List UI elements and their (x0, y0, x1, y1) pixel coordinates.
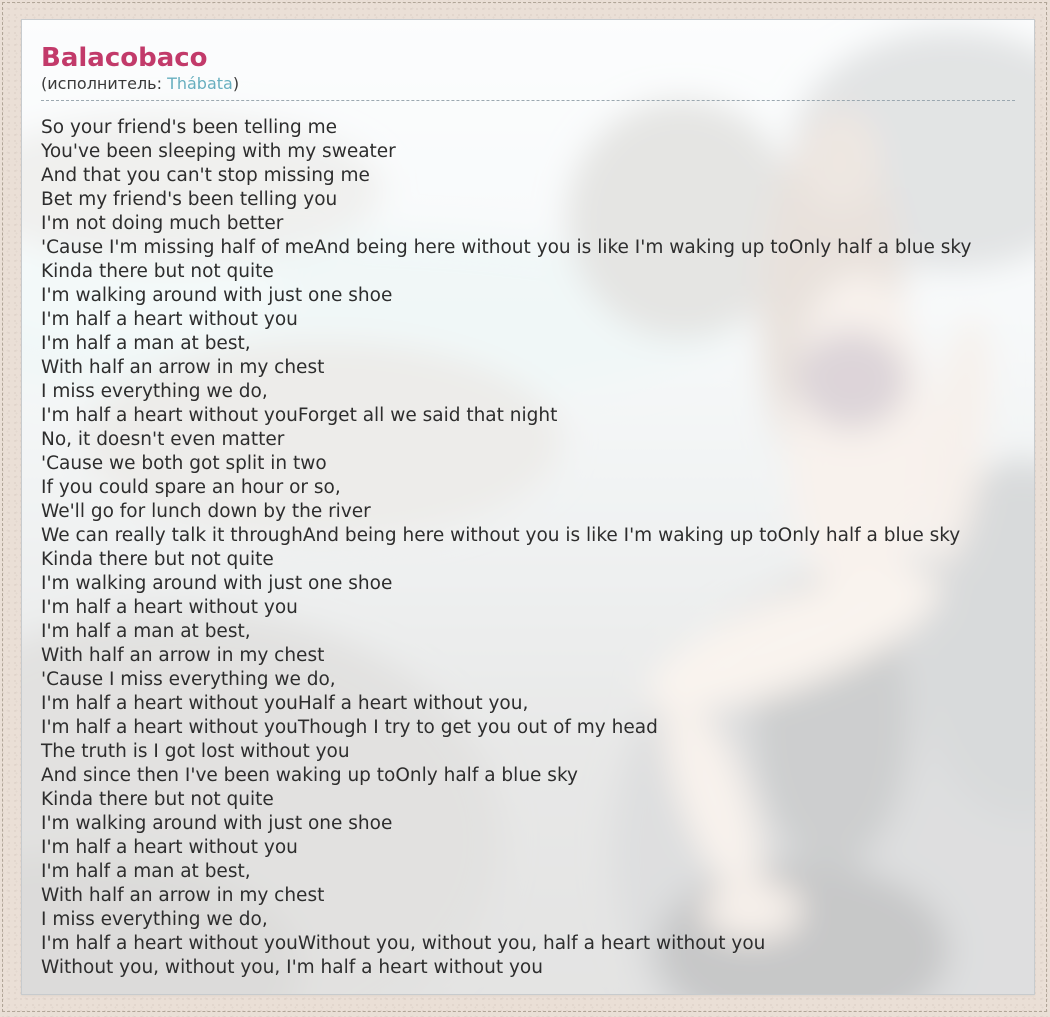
lyric-line: With half an arrow in my chest (41, 645, 325, 666)
lyric-line: I'm half a heart without youWithout you, without you, half a heart without you (41, 933, 766, 954)
lyrics-card (21, 19, 1035, 995)
lyric-line: Without you, without you, I'm half a heart without you (41, 957, 543, 978)
lyric-line: I'm half a heart without you (41, 837, 298, 858)
lyric-line: 'Cause I miss everything we do, (41, 669, 336, 690)
lyric-line: Kinda there but not quite (41, 789, 274, 810)
lyric-line: 'Cause we both got split in two (41, 453, 327, 474)
lyric-line: I'm walking around with just one shoe (41, 285, 393, 306)
lyrics-text (41, 116, 1015, 980)
lyric-line: I'm half a heart without you (41, 597, 298, 618)
lyric-line: I'm half a heart without you (41, 309, 298, 330)
lyric-line: With half an arrow in my chest (41, 885, 325, 906)
lyric-line: Kinda there but not quite (41, 549, 274, 570)
lyric-line: We can really talk it throughAnd being here without you is like I'm waking up toOnly half a blue sky (41, 525, 961, 546)
lyric-line: I'm half a man at best, (41, 333, 251, 354)
lyric-line: I'm half a heart without youForget all we said that night (41, 405, 558, 426)
lyric-line: I'm half a man at best, (41, 861, 251, 882)
lyric-line: No, it doesn't even matter (41, 429, 285, 450)
lyric-line: Kinda there but not quite (41, 261, 274, 282)
lyric-line: I'm half a heart without youThough I try to get you out of my head (41, 717, 658, 738)
dashed-separator (41, 100, 1015, 101)
lyric-line: And that you can't stop missing me (41, 165, 370, 186)
lyric-line: 'Cause I'm missing half of meAnd being here without you is like I'm waking up toOnly half a blue sky (41, 237, 972, 258)
song-title: Balacobaco (41, 43, 208, 73)
artist-line (41, 75, 1015, 93)
lyric-line: I miss everything we do, (41, 381, 268, 402)
card-content (22, 20, 1034, 994)
lyric-line: We'll go for lunch down by the river (41, 501, 371, 522)
lyric-line: I'm not doing much better (41, 213, 284, 234)
artist-label-suffix: ) (232, 74, 240, 93)
lyric-line: So your friend's been telling me (41, 117, 338, 138)
lyric-line: You've been sleeping with my sweater (41, 141, 396, 162)
artist-link[interactable]: Thábata (167, 74, 233, 93)
artist-label-prefix: (исполнитель: (41, 74, 168, 93)
lyric-line: If you could spare an hour or so, (41, 477, 341, 498)
lyric-line: I'm walking around with just one shoe (41, 573, 393, 594)
lyric-line: The truth is I got lost without you (41, 741, 350, 762)
lyric-line: And since then I've been waking up toOnly half a blue sky (41, 765, 578, 786)
lyric-line: With half an arrow in my chest (41, 357, 325, 378)
lyric-line: I'm half a man at best, (41, 621, 251, 642)
lyric-line: I miss everything we do, (41, 909, 268, 930)
lyric-line: I'm half a heart without youHalf a heart without you, (41, 693, 529, 714)
lyric-line: Bet my friend's been telling you (41, 189, 338, 210)
lyric-line: I'm walking around with just one shoe (41, 813, 393, 834)
